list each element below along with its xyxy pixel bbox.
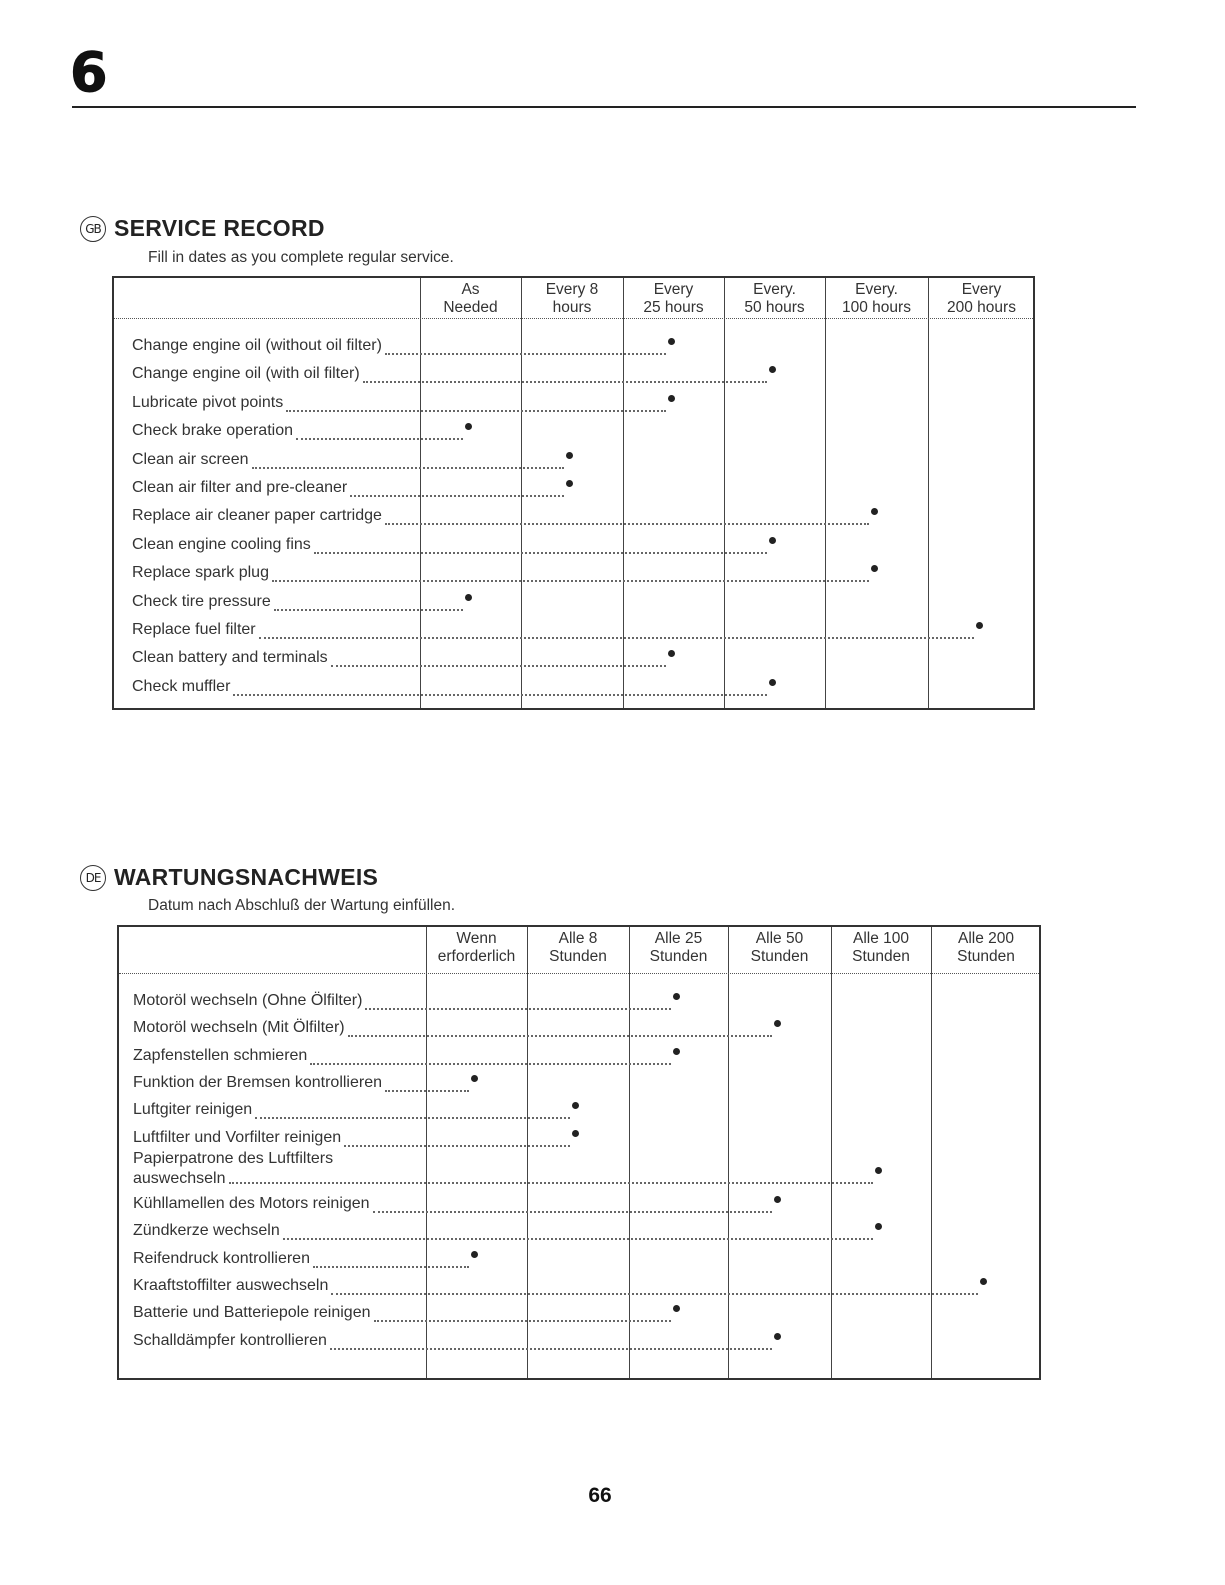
task-label: Replace air cleaner paper cartridge: [132, 507, 382, 525]
column-header: [420, 281, 521, 317]
interval-marker: [871, 565, 878, 572]
column-header: [931, 930, 1041, 966]
service-table: [112, 276, 1035, 710]
dot-leader: [283, 1238, 873, 1240]
column-header: [623, 281, 724, 317]
section-heading: [80, 864, 378, 891]
interval-marker: [471, 1251, 478, 1258]
column-header: [831, 930, 931, 966]
column-header-line: 25 hours: [643, 299, 704, 316]
interval-marker: [673, 993, 680, 1000]
dot-leader: [255, 1117, 570, 1119]
column-divider: [420, 278, 421, 708]
section-subtitle: Fill in dates as you complete regular service.: [148, 249, 454, 266]
task-label: Change engine oil (without oil filter): [132, 337, 382, 354]
task-label: Lubricate pivot points: [132, 393, 284, 411]
task-label: Check brake operation: [132, 422, 293, 440]
column-header-line: erforderlich: [437, 948, 516, 965]
dot-leader: [374, 1320, 671, 1322]
task-label: Luftfilter und Vorfilter reinigen: [133, 1128, 342, 1146]
task-label: Kraaftstoffilter auswechseln: [133, 1277, 329, 1294]
interval-marker: [465, 594, 472, 601]
column-header-line: As: [461, 281, 480, 298]
column-header: [728, 930, 831, 966]
column-divider: [931, 927, 932, 1378]
dot-leader: [365, 1008, 670, 1010]
column-divider: [728, 927, 729, 1378]
dot-leader: [350, 495, 564, 497]
column-header-line: Alle 200: [957, 930, 1014, 947]
column-header-line: Every.: [753, 281, 796, 298]
column-header: [928, 281, 1035, 317]
dot-leader: [373, 1211, 772, 1213]
task-label: Clean engine cooling fins: [132, 535, 311, 553]
column-header-line: hours: [552, 299, 592, 316]
dot-leader: [385, 523, 869, 525]
column-header: [426, 930, 527, 966]
interval-marker: [572, 1102, 579, 1109]
dot-leader: [331, 665, 666, 667]
interval-marker: [668, 395, 675, 402]
column-header-line: Alle 100: [852, 930, 909, 947]
column-header-line: Wenn: [456, 930, 497, 947]
interval-marker: [769, 366, 776, 373]
column-header: [724, 281, 825, 317]
task-label: Zapfenstellen schmieren: [133, 1046, 308, 1064]
task-label: Change engine oil (with oil filter): [132, 365, 360, 383]
column-header: [521, 281, 623, 317]
interval-marker: [668, 650, 675, 657]
task-label: Schalldämpfer kontrollieren: [133, 1331, 327, 1349]
task-label: Funktion der Bremsen kontrollieren: [133, 1073, 383, 1091]
service-table: [117, 925, 1041, 1380]
task-label: Motoröl wechseln (Ohne Ölfilter): [133, 992, 363, 1009]
interval-marker: [774, 1333, 781, 1340]
column-divider: [623, 278, 624, 708]
interval-marker: [465, 423, 472, 430]
header-divider: [114, 318, 1033, 319]
column-divider: [426, 927, 427, 1378]
task-label: Luftgiter reinigen: [133, 1101, 253, 1119]
column-header: [825, 281, 928, 317]
dot-leader: [314, 552, 767, 554]
interval-marker: [980, 1278, 987, 1285]
column-header-line: 100 hours: [842, 299, 911, 316]
dot-leader: [274, 609, 463, 611]
section-subtitle: Datum nach Abschluß der Wartung einfüllen.: [148, 897, 456, 914]
interval-marker: [566, 480, 573, 487]
task-label: Check tire pressure: [132, 592, 271, 610]
task-label: Reifendruck kontrollieren: [133, 1249, 310, 1267]
dot-leader: [385, 1090, 468, 1092]
interval-marker: [774, 1196, 781, 1203]
dot-leader: [252, 467, 565, 469]
interval-marker: [769, 679, 776, 686]
dot-leader: [229, 1182, 874, 1184]
dot-leader: [344, 1145, 570, 1147]
dot-leader: [286, 410, 665, 412]
task-label: Clean air filter and pre-cleaner: [132, 479, 348, 496]
chapter-number: 6: [70, 41, 108, 104]
interval-marker: [566, 452, 573, 459]
column-header-line: Every 8: [545, 281, 599, 298]
interval-marker: [673, 1048, 680, 1055]
column-divider: [724, 278, 725, 708]
column-header-line: Stunden: [549, 948, 607, 965]
task-label: Clean battery and terminals: [132, 649, 328, 667]
column-header-line: Stunden: [852, 948, 910, 965]
column-divider: [928, 278, 929, 708]
column-header-line: Stunden: [649, 948, 708, 965]
column-header-line: Every: [961, 281, 1002, 298]
column-header-line: 50 hours: [744, 299, 805, 316]
dot-leader: [348, 1035, 772, 1037]
interval-marker: [471, 1075, 478, 1082]
interval-marker: [572, 1130, 579, 1137]
column-header: [527, 930, 629, 966]
column-header-line: 200 hours: [947, 299, 1016, 316]
task-label: Motoröl wechseln (Mit Ölfilter): [133, 1019, 345, 1037]
column-divider: [521, 278, 522, 708]
dot-leader: [310, 1063, 670, 1065]
section-title: WARTUNGSNACHWEIS: [114, 864, 379, 890]
task-label: Clean air screen: [132, 450, 249, 468]
column-divider: [629, 927, 630, 1378]
column-divider: [825, 278, 826, 708]
section-heading: [80, 215, 325, 242]
interval-marker: [774, 1020, 781, 1027]
interval-marker: [871, 508, 878, 515]
column-header: [629, 930, 728, 966]
page-number: 66: [588, 1484, 612, 1507]
dot-leader: [313, 1266, 469, 1268]
interval-marker: [673, 1305, 680, 1312]
column-header-line: Every: [653, 281, 694, 298]
dot-leader: [363, 381, 767, 383]
dot-leader: [385, 353, 666, 355]
task-label: Batterie und Batteriepole reinigen: [133, 1304, 371, 1322]
column-header-line: Alle 8: [558, 930, 598, 947]
header-divider: [119, 973, 1039, 974]
dot-leader: [259, 637, 974, 639]
column-header-line: Every.: [855, 281, 898, 298]
dot-leader: [296, 438, 463, 440]
header-rule: [72, 106, 1136, 108]
column-header-line: Alle 50: [755, 930, 804, 947]
column-divider: [527, 927, 528, 1378]
column-header-line: Needed: [443, 299, 498, 316]
language-badge: GB: [80, 216, 106, 242]
interval-marker: [769, 537, 776, 544]
interval-marker: [875, 1223, 882, 1230]
column-header-line: Stunden: [750, 948, 809, 965]
task-label: Kühllamellen des Motors reinigen: [133, 1195, 370, 1213]
interval-marker: [976, 622, 983, 629]
column-divider: [831, 927, 832, 1378]
language-badge: DE: [80, 865, 106, 891]
task-label: Zündkerze wechseln: [133, 1222, 280, 1240]
column-header-line: Stunden: [957, 948, 1015, 965]
dot-leader: [272, 580, 869, 582]
task-label: Papierpatrone des Luftfilters auswechseln: [133, 1149, 334, 1187]
interval-marker: [875, 1167, 882, 1174]
dot-leader: [233, 694, 766, 696]
task-label: Check muffler: [132, 677, 231, 695]
dot-leader: [330, 1348, 772, 1350]
interval-marker: [668, 338, 675, 345]
task-label: Replace fuel filter: [132, 621, 256, 638]
task-label: Replace spark plug: [132, 564, 269, 582]
dot-leader: [331, 1293, 978, 1295]
column-header-line: Alle 25: [654, 930, 703, 947]
section-title: SERVICE RECORD: [114, 215, 325, 241]
